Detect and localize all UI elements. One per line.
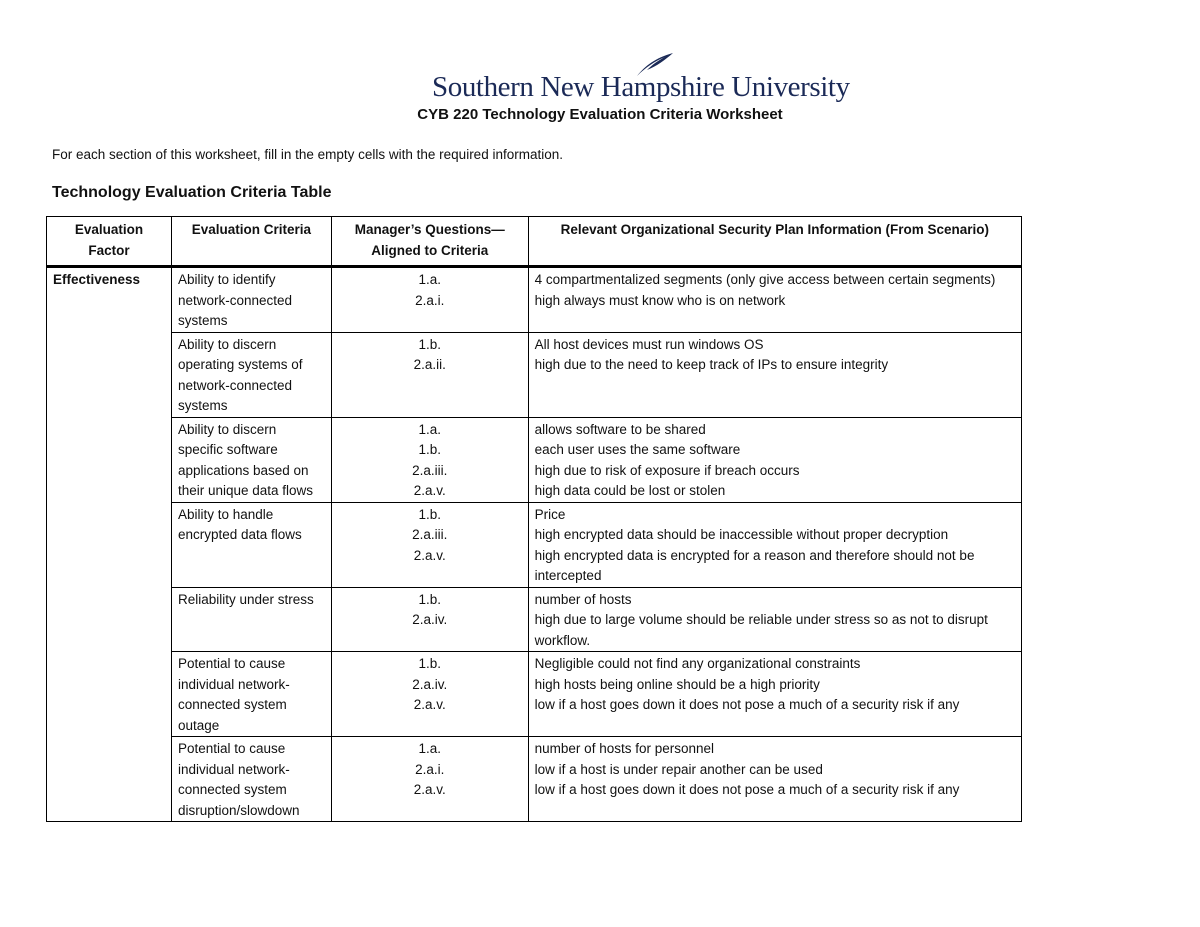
question-ref: 2.a.i. — [415, 761, 445, 777]
security-info-line: high encrypted data is encrypted for a reason and therefore should not be intercepted — [534, 547, 975, 583]
security-info-line: Negligible could not find any organizational constraints — [534, 656, 861, 671]
table-row — [47, 652, 1022, 737]
security-info-cell — [528, 587, 1021, 652]
university-logo — [432, 52, 850, 103]
questions-cell — [331, 587, 528, 652]
security-info-line: high data could be lost or stolen — [534, 483, 726, 498]
questions-cell — [331, 267, 528, 333]
evaluation-factor-cell: Effectiveness — [47, 267, 172, 822]
table-row — [47, 417, 1022, 502]
question-ref: 2.a.i. — [415, 292, 445, 308]
question-ref: 1.b. — [418, 591, 442, 607]
security-info-line: high always must know who is on network — [534, 292, 786, 308]
security-info-line: high due to large volume should be reliable under stress so as not to disrupt workflow. — [534, 612, 988, 648]
question-ref: 1.b. — [418, 506, 442, 522]
question-ref: 1.b. — [418, 656, 442, 671]
security-info-cell — [528, 332, 1021, 417]
question-ref: 1.b. — [418, 442, 442, 457]
security-info-line: number of hosts for personnel — [534, 741, 715, 756]
table-row — [47, 267, 1022, 333]
questions-cell — [331, 332, 528, 417]
question-ref: 1.b. — [418, 336, 442, 352]
questions-cell — [331, 417, 528, 502]
header-evaluation-factor: Evaluation Factor — [47, 217, 172, 267]
security-info-line: each user uses the same software — [534, 442, 741, 457]
table-header-row — [47, 217, 1022, 267]
security-info-line: All host devices must run windows OS — [534, 336, 764, 352]
question-ref: 2.a.iv. — [412, 676, 448, 692]
criteria-cell: Ability to discern operating systems of network-connected systems — [171, 332, 331, 417]
criteria-cell: Potential to cause individual network-connected system outage — [171, 652, 331, 737]
security-info-line: low if a host is under repair another can be used — [534, 761, 823, 777]
question-ref: 1.a. — [418, 272, 442, 287]
question-ref: 2.a.v. — [413, 483, 446, 498]
questions-cell — [331, 652, 528, 737]
header-evaluation-criteria: Evaluation Criteria — [171, 217, 331, 267]
header-managers-questions: Manager’s Questions—Aligned to Criteria — [331, 217, 528, 267]
criteria-cell: Ability to discern specific software applications based on their unique data flows — [171, 417, 331, 502]
security-info-line: high hosts being online should be a high priority — [534, 676, 820, 692]
question-ref: 2.a.v. — [413, 697, 446, 712]
security-info-cell — [528, 737, 1021, 822]
questions-cell — [331, 737, 528, 822]
table-body — [47, 267, 1022, 822]
criteria-cell: Reliability under stress — [171, 587, 331, 652]
security-info-line: number of hosts — [534, 591, 632, 607]
table-row — [47, 502, 1022, 587]
criteria-cell: Potential to cause individual network-connected system disruption/slowdown — [171, 737, 331, 822]
logo-wordmark: Southern New Hampshire University — [432, 71, 850, 103]
header-security-plan-info: Relevant Organizational Security Plan Information (From Scenario) — [528, 217, 1021, 267]
question-ref: 1.a. — [418, 741, 442, 756]
security-info-line: 4 compartmentalized segments (only give access between certain segments) — [534, 272, 996, 287]
questions-cell — [331, 502, 528, 587]
criteria-cell: Ability to handle encrypted data flows — [171, 502, 331, 587]
instructions: For each section of this worksheet, fill in the empty cells with the required information. — [52, 147, 563, 162]
table-row — [47, 587, 1022, 652]
section-title: Technology Evaluation Criteria Table — [52, 184, 332, 201]
question-ref: 2.a.v. — [413, 547, 446, 563]
question-ref: 2.a.iv. — [412, 612, 448, 627]
question-ref: 2.a.iii. — [412, 462, 448, 478]
security-info-line: Price — [534, 506, 566, 522]
security-info-cell — [528, 417, 1021, 502]
question-ref: 1.a. — [418, 421, 442, 437]
security-info-cell — [528, 502, 1021, 587]
security-info-line: allows software to be shared — [534, 421, 706, 437]
security-info-line: high due to the need to keep track of IPs to ensure integrity — [534, 357, 889, 372]
security-info-cell — [528, 652, 1021, 737]
security-info-line: high due to risk of exposure if breach occurs — [534, 462, 800, 478]
security-info-line: low if a host goes down it does not pose a much of a security risk if any — [534, 697, 960, 712]
question-ref: 2.a.v. — [413, 782, 446, 797]
table-row — [47, 737, 1022, 822]
question-ref: 2.a.ii. — [413, 357, 446, 372]
security-info-line: low if a host goes down it does not pose a much of a security risk if any — [534, 782, 960, 797]
question-ref: 2.a.iii. — [412, 527, 448, 542]
security-info-line: high encrypted data should be inaccessible without proper decryption — [534, 527, 949, 542]
criteria-cell: Ability to identify network-connected systems — [171, 267, 331, 333]
document-title: CYB 220 Technology Evaluation Criteria Worksheet — [417, 106, 783, 123]
table-row — [47, 332, 1022, 417]
evaluation-criteria-table — [46, 216, 1022, 822]
security-info-cell — [528, 267, 1021, 333]
